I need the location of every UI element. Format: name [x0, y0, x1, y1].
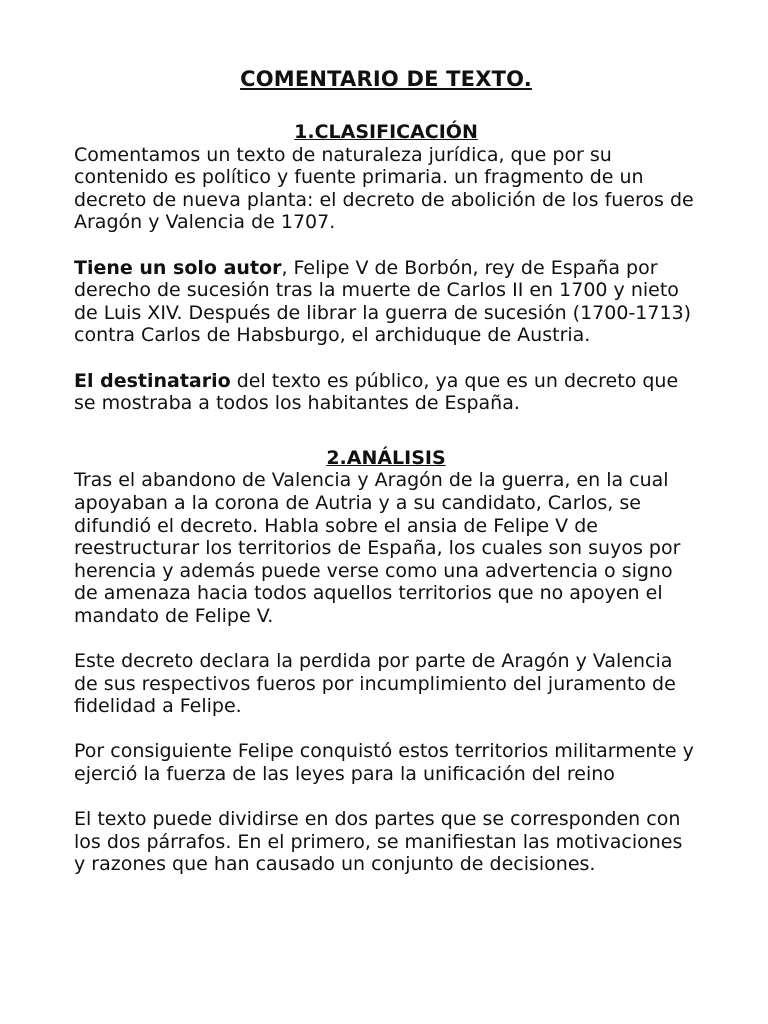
- paragraph-text: Este decreto declara la perdida por parte de Aragón y Valencia de sus respectivos fueros por incumplimiento del juramento de fidelidad a Felipe.: [74, 650, 676, 718]
- paragraph-analisis-3: [74, 740, 698, 785]
- document-title: COMENTARIO DE TEXTO.: [240, 67, 532, 91]
- paragraph-text: Tras el abandono de Valencia y Aragón de la guerra, en la cual apoyaban a la corona de Autria y a su candidato, Carlos, se difundió el decreto. Habla sobre el ansia de Felipe V de reestructurar los territorios de España, los cuales son suyos por herencia y además puede verse como una advertencia o signo de amenaza hacia todos aquellos territorios que no apoyen el mandato de Felipe V.: [74, 469, 681, 627]
- paragraph-clasificacion-1: [74, 144, 698, 234]
- document-page: [74, 66, 698, 899]
- paragraph-analisis-2: [74, 650, 698, 718]
- paragraph-analisis-1: [74, 469, 698, 627]
- paragraph-bold-lead: El destinatario: [74, 369, 231, 392]
- section-heading-analisis: 2.ANÁLISIS: [326, 446, 446, 469]
- paragraph-autor: [74, 257, 698, 347]
- paragraph-bold-lead: Tiene un solo autor: [74, 256, 282, 279]
- paragraph-text: El texto puede dividirse en dos partes que se corresponden con los dos párrafos. En el primero, se manifiestan las motivaciones y razones que han causado un conjunto de decisiones.: [74, 808, 683, 876]
- paragraph-destinatario: [74, 370, 698, 415]
- paragraph-text: del texto es público, ya que es un decreto que se mostraba a todos los habitantes de España.: [74, 369, 679, 415]
- paragraph-text: Por consiguiente Felipe conquistó estos territorios militarmente y ejerció la fuerza de las leyes para la unificación del reino: [74, 740, 694, 786]
- paragraph-text: , Felipe V de Borbón, rey de España por derecho de sucesión tras la muerte de Carlos II en 1700 y nieto de Luis XIV. Después de librar la guerra de sucesión (1700-1713) contra Carlos de Habsburgo, el archiduque de Austria.: [74, 256, 692, 347]
- paragraph-analisis-4: [74, 808, 698, 876]
- paragraph-text: Comentamos un texto de naturaleza jurídica, que por su contenido es político y fuente primaria. un fragmento de un decreto de nueva planta: el decreto de abolición de los fueros de Aragón y Valencia de 1707.: [74, 143, 694, 234]
- section-heading-clasificacion: 1.CLASIFICACIÓN: [294, 121, 478, 143]
